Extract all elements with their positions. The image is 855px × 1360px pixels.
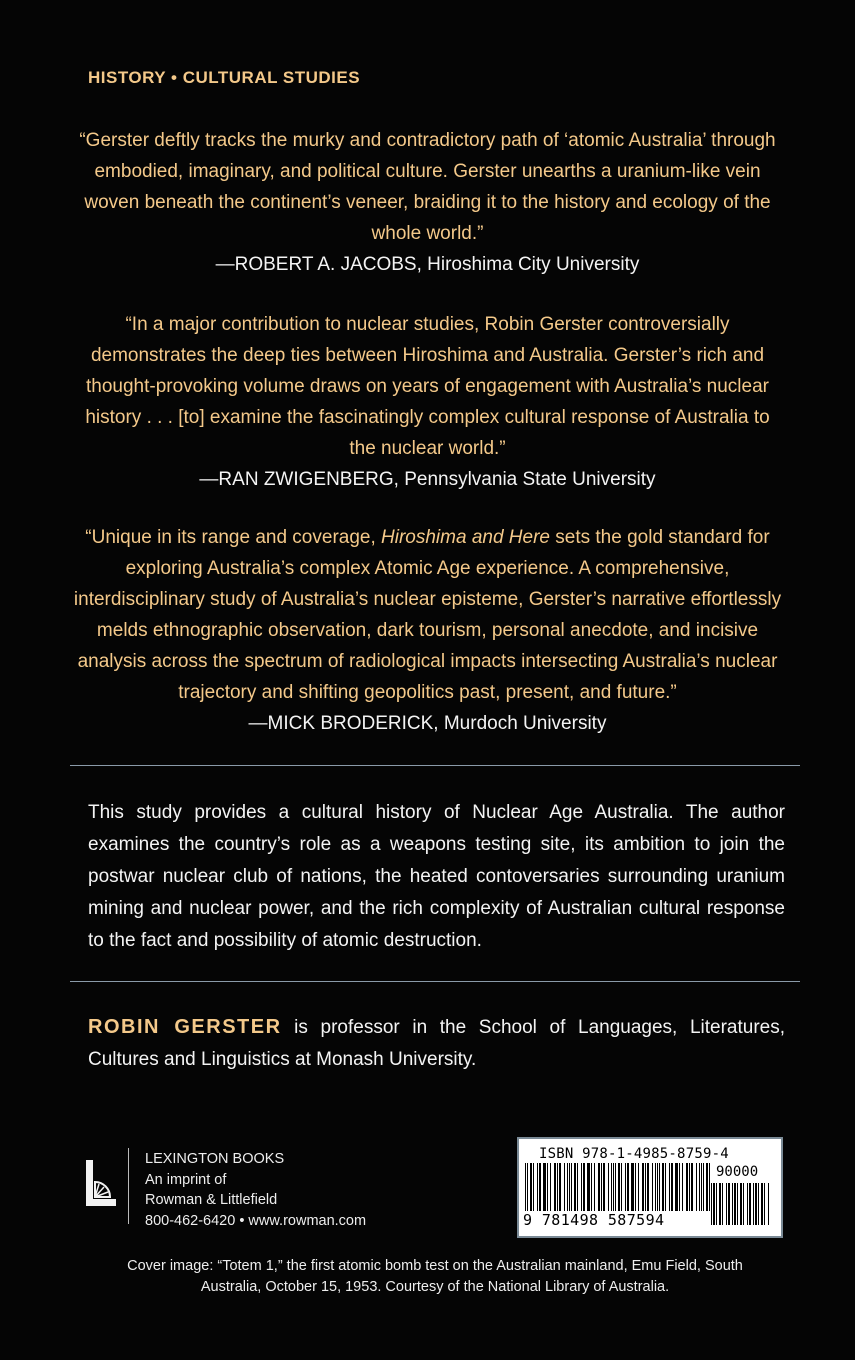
blurb-attribution: —MICK BRODERICK, Murdoch University	[248, 713, 607, 734]
book-title-italic: Hiroshima and Here	[381, 527, 550, 548]
author-bio	[88, 1011, 785, 1076]
publisher-parent: Rowman & Littlefield	[145, 1192, 278, 1208]
addon-number: 90000	[716, 1164, 759, 1180]
divider	[70, 765, 800, 766]
lexington-logo-icon	[86, 1160, 116, 1206]
blurb-jacobs	[70, 125, 785, 280]
ean-number: 9 781498 587594	[523, 1211, 665, 1229]
category-label: HISTORY • CULTURAL STUDIES	[88, 68, 361, 87]
blurb-broderick	[70, 522, 785, 739]
publisher-divider	[128, 1148, 129, 1224]
blurb-text-after: sets the gold standard for exploring Australia’s complex Atomic Age experience. A comprehensive, interdisciplinary study of Australia’s nuclear episteme, Gerster’s narrative effortlessly melds ethnographic observation, dark tourism, personal anecdote, and incisive analysis across the spectrum of radiological impacts intersecting Australia’s nuclear trajectory and shifting geopolitics past, present, and future.”	[73, 527, 782, 703]
blurb-text: “In a major contribution to nuclear studies, Robin Gerster controversially demonstrates the deep ties between Hiroshima and Australia. Gerster’s rich and thought-provoking volume draws on years of engagement with Australia’s nuclear history . . . [to] examine the fascinatingly complex cultural response of Australia to the nuclear world.”	[85, 314, 770, 459]
cover-image-credit: Cover image: “Totem 1,” the first atomic bomb test on the Australian mainland, Emu Field, South Australia, October 15, 1953. Courtesy of the National Library of Australia.	[127, 1258, 743, 1295]
blurb-zwigenberg	[70, 309, 785, 495]
blurb-text: “Gerster deftly tracks the murky and contradictory path of ‘atomic Australia’ through embodied, imaginary, and political culture. Gerster unearths a uranium-like vein woven beneath the continent’s veneer, braiding it to the history and ecology of the whole world.”	[79, 130, 776, 244]
book-description: This study provides a cultural history of Nuclear Age Australia. The author examines the country’s role as a weapons testing site, its ambition to join the postwar nuclear club of nations, the heated contoversaries surrounding uranium mining and nuclear power, and the rich complexity of Australian cultural response to the fact and possibility of atomic destruction.	[88, 802, 785, 951]
blurb-attribution: —RAN ZWIGENBERG, Pennsylvania State University	[199, 469, 656, 490]
publisher-contact: 800-462-6420 • www.rowman.com	[145, 1212, 367, 1229]
isbn-barcode	[517, 1137, 783, 1238]
blurb-attribution: —ROBERT A. JACOBS, Hiroshima City University	[215, 254, 640, 275]
divider	[70, 981, 800, 982]
publisher-imprint: An imprint of	[145, 1171, 227, 1188]
author-bio-text: is professor in the School of Languages, Literatures, Cultures and Linguistics at Monash University.	[88, 1017, 785, 1070]
ean-bars	[525, 1163, 710, 1211]
publisher-info	[145, 1149, 366, 1231]
blurb-text-before: “Unique in its range and coverage,	[85, 527, 382, 548]
addon-bars	[711, 1183, 769, 1225]
isbn-text: ISBN 978-1-4985-8759-4	[539, 1146, 729, 1162]
author-name: ROBIN GERSTER	[88, 1016, 282, 1038]
publisher-name: LEXINGTON BOOKS	[145, 1151, 285, 1167]
